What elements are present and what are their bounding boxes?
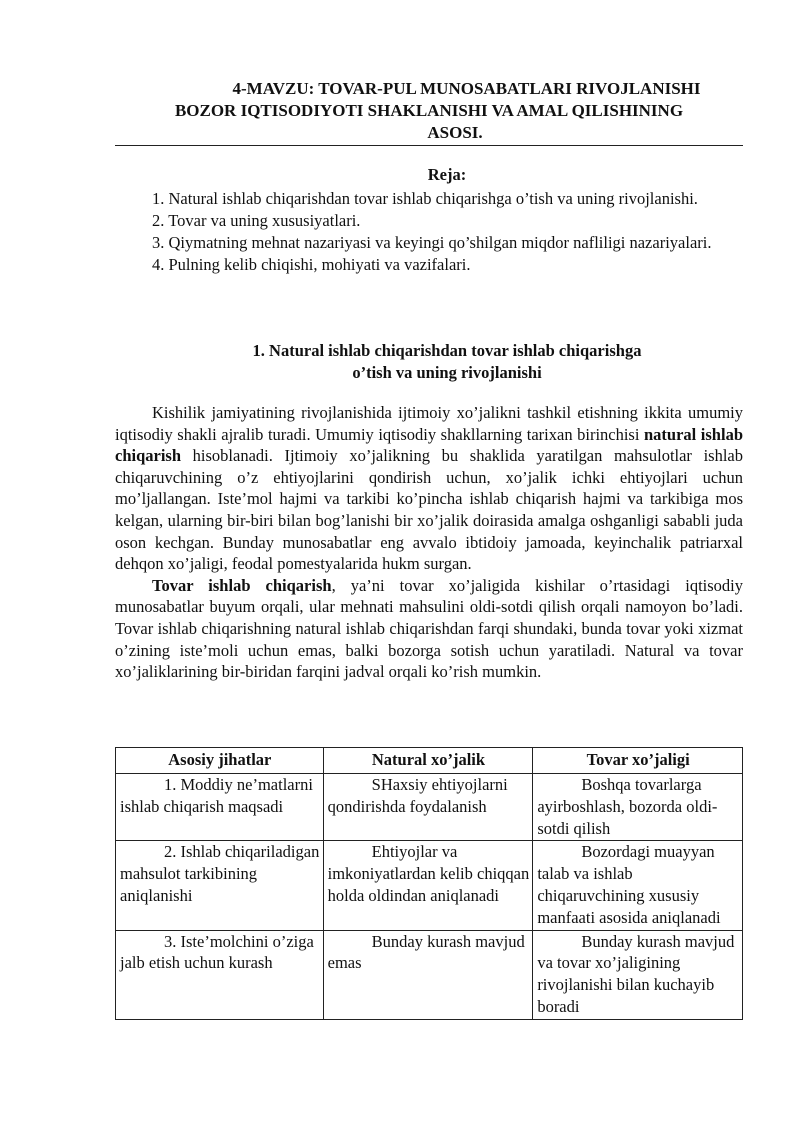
plan-item-1: 1. Natural ishlab chiqarishdan tovar ishlab chiqarishga o’tish va uning rivojlanishi. [152,189,698,208]
table-cell [323,930,533,1019]
table-cell-text: 3. Iste’molchini o’ziga jalb etish uchun kurash [120,931,314,973]
plan-item-3: 3. Qiymatning mehnat nazariyasi va keyingi qo’shilgan miqdor nafliligi nazariyalari. [152,233,712,252]
table-row [116,841,743,930]
table-cell-text: SHaxsiy ehtiyojlarni qondirishda foydalanish [327,775,508,816]
table-cell [116,841,324,930]
section-heading-line-1: 1. Natural ishlab chiqarishdan tovar ishlab chiqarishga [252,341,642,360]
paragraph-2 [115,575,743,683]
table-cell-text: Bozordagi muayyan talab va ishlab chiqaruvchining xususiy manfaati asosida aniqlanadi [537,842,721,927]
table-row [116,930,743,1019]
table-header-cell: Tovar xo’jaligi [533,748,743,774]
plan-item-4: 4. Pulning kelib chiqishi, mohiyati va vazifalari. [152,255,471,274]
paragraph-2-text: , ya’ni tovar xo’jaligida kishilar o’rtasidagi iqtisodiy munosabatlar buyum orqali, ular mehnati mahsulini oldi-sotdi qilish orqali namoyon bo’ladi. Tovar ishlab chiqarishning natural ishlab chiqarishdan farqi shundaki, bunda tovar yoki xizmat o’zining iste’moli uchun emas, balki bozorga sotish uchun yaratiladi. Natural va tovar xo’jaliklarining bir-biridan farqini jadval orqali ko’rish mumkin. [115,575,744,682]
table-cell-text: 2. Ishlab chiqariladigan mahsulot tarkibining aniqlanishi [120,842,320,905]
comparison-table [115,747,743,1020]
table-cell-text: Boshqa tovarlarga ayirboshlash, bozorda oldi-sotdi qilish [537,775,718,838]
table-cell [323,774,533,841]
table-cell-text: Bunday kurash mavjud emas [327,931,525,973]
paragraph-1-bold-term: natural ishlab chiqarish [115,424,743,466]
table-header-cell: Natural xo’jalik [323,748,533,774]
title-line-2: BOZOR IQTISODIYOTI SHAKLANISHI VA AMAL QILISHINING [174,101,684,120]
title-divider [115,145,743,146]
table-cell [533,774,743,841]
table-header-cell: Asosiy jihatlar [116,748,324,774]
table-cell-text: 1. Moddiy ne’matlarni ishlab chiqarish maqsadi [120,775,313,816]
section-heading-line-2: o’tish va uning rivojlanishi [352,363,542,382]
title-line-3: ASOSI. [427,123,483,142]
paragraph-1-text-b: hisoblanadi. Ijtimoiy xo’jalikning bu shaklida yaratilgan mahsulotlar ishlab chiqaruvchining o’z ehtiyojlarini qondirish uchun, xo’jalik ichki ehtiyojlari uchun mo’ljallangan. Iste’mol hajmi va tarkibi ko’pincha ishlab chiqarish hajmi va tarkibiga mos kelgan, ularning bir-biri bilan bog’lanishi bir xo’jalik doirasida amalga oshganligi sababli juda oson kechgan. Bunday munosabatlar eng avvalo ibtidoiy jamoada, keyinchalik patriarxal dehqon xo’jaligi, feodal pomestyalarida hukm surgan. [115,446,743,574]
table-cell-text: Bunday kurash mavjud va tovar xo’jaligining rivojlanishi bilan kuchayib boradi [537,931,735,1016]
plan-heading: Reja: [427,165,467,184]
table-cell-text: Ehtiyojlar va imkoniyatlardan kelib chiqqan holda oldindan aniqlanadi [327,842,530,905]
paragraph-1-text-a: Kishilik jamiyatining rivojlanishida ijtimoiy xo’jalikni tashkil etishning ikkita umumiy iqtisodiy shakli ajralib turadi. Umumiy iqtisodiy shakllarning tarixan birinchisi [115,403,743,444]
plan-item-2: 2. Tovar va uning xususiyatlari. [152,211,361,230]
paragraph-2-bold-term: Tovar ishlab chiqarish [152,575,332,595]
table-cell [533,841,743,930]
plan-section [152,164,742,276]
body-text [115,402,743,683]
table-header-row [116,748,743,774]
table-cell [116,930,324,1019]
table-cell [116,774,324,841]
title-line-1: 4-MAVZU: TOVAR-PUL MUNOSABATLARI RIVOJLANISHI [232,79,701,98]
section-heading [152,340,742,384]
document-title [115,78,743,144]
table-cell [323,841,533,930]
table-row [116,774,743,841]
paragraph-1 [115,402,743,575]
table-cell [533,930,743,1019]
